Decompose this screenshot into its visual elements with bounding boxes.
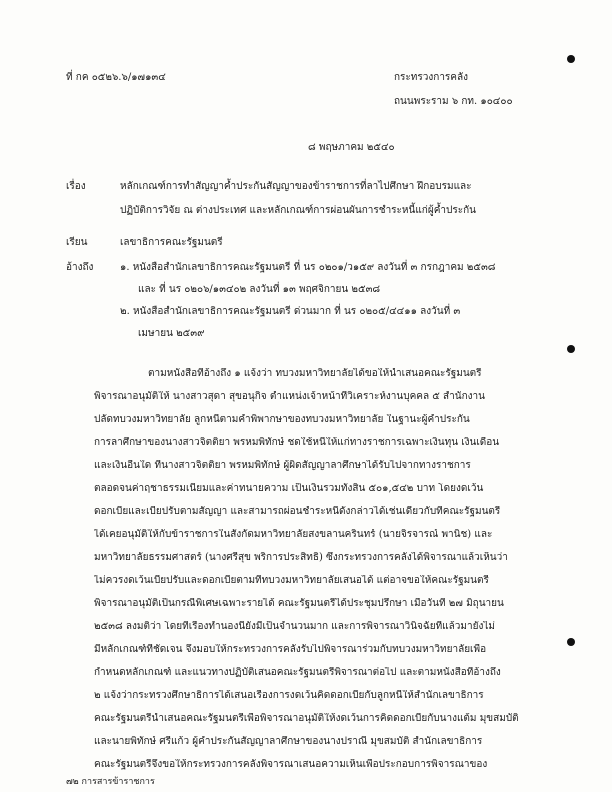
body-line: และนายพิทักษ์ ศรีแก้ว ผู้ค้ำประกันสัญญาลาศึกษาของนางปราณี มุขสมบัติ สำนักเลขาธิการ — [94, 736, 483, 747]
recipient-value: เลขาธิการคณะรัฐมนตรี — [120, 237, 223, 248]
reference-item: ๒. หนังสือสำนักเลขาธิการคณะรัฐมนตรี ด่วนมาก ที่ นร ๐๒๐๕/๔๔๑๑ ลงวันที่ ๓ — [120, 306, 461, 317]
body-line: มหาวิทยาลัยธรรมศาสตร์ (นางศรีสุข พริการประสิทธิ์) ซึ่งกระทรวงการคลังได้พิจารณาแล้วเห็นว่า — [94, 552, 508, 563]
reference-item: ๑. หนังสือสำนักเลขาธิการคณะรัฐมนตรี ที่ นร ๐๒๐๑/ว๑๕๙ ลงวันที่ ๓ กรกฎาคม ๒๕๓๘ — [120, 262, 496, 273]
body-line: ได้เคยอนุมัติให้กับข้าราชการในสังกัดมหาวิทยาลัยสงขลานครินทร์ (นายจิรจารณ์ พานิช) และ — [94, 529, 493, 540]
ministry-name: กระทรวงการคลัง — [394, 72, 468, 83]
body-line: มีหลักเกณฑ์ที่ชัดเจน จึงมอบให้กระทรวงการคลังรับไปพิจารณาร่วมกับทบวงมหาวิทยาลัยเพื่อ — [94, 644, 487, 655]
page-footer: ๗๒ การสารข้าราชการ — [66, 777, 155, 787]
body-line: ตลอดจนค่าฤชาธรรมเนียมและค่าทนายความ เป็นเงินรวมทั้งสิ้น ๕๐๑,๕๔๒ บาท โดยงดเว้น — [94, 483, 484, 494]
body-line: ตามหนังสือที่อ้างถึง ๑ แจ้งว่า ทบวงมหาวิทยาลัยได้ขอให้นำเสนอคณะรัฐมนตรี — [148, 368, 482, 379]
body-line: และเงินอื่นใด ที่นางสาวจิตติยา พรหมพิทักษ์ ผู้ผิดสัญญาลาศึกษาได้รับไปจากทางราชการ — [94, 460, 471, 471]
ministry-address: ถนนพระราม ๖ กท. ๑๐๔๐๐ — [394, 96, 513, 107]
body-line: ไม่ควรงดเว้นเบี้ยปรับและดอกเบี้ยตามที่ทบวงมหาวิทยาลัยเสนอได้ แต่อาจขอให้คณะรัฐมนตรี — [94, 575, 489, 586]
body-line: การลาศึกษาของนางสาวจิตติยา พรหมพิทักษ์ ชดใช้หนี้ให้แก่ทางราชการเฉพาะเงินทุน เงินเดือน — [94, 437, 500, 448]
recipient-label: เรียน — [66, 237, 88, 248]
body-line: พิจารณาอนุมัติให้ นางสาวสุดา สุขอนุกิจ ตำแหน่งเจ้าหน้าที่วิเคราะห์งานบุคคล ๕ สำนักงาน — [94, 391, 485, 402]
body-line: ๒๕๓๘ ลงมติว่า โดยที่เรื่องทำนองนี้ยังมีเป็นจำนวนมาก และการพิจารณาวินิจฉัยที่แล้วมายังไม่ — [94, 621, 495, 632]
subject-line: ปฏิบัติการวิจัย ณ ต่างประเทศ และหลักเกณฑ์การผ่อนผันการชำระหนี้แก่ผู้ค้ำประกัน — [120, 205, 476, 216]
body-line: กำหนดหลักเกณฑ์ และแนวทางปฏิบัติเสนอคณะรัฐมนตรีพิจารณาต่อไป และตามหนังสือที่อ้างถึง — [94, 667, 501, 678]
body-line: ดอกเบี้ยและเบี้ยปรับตามสัญญา และสามารถผ่อนชำระหนี้ดังกล่าวได้เช่นเดียวกับที่คณะรัฐมนตรี — [94, 506, 501, 517]
body-line: คณะรัฐมนตรีนำเสนอคณะรัฐมนตรีเพื่อพิจารณาอนุมัติให้งดเว้นการคิดดอกเบี้ยกับนางแต้ม มุขสมบัติ — [94, 713, 519, 724]
subject-line: หลักเกณฑ์การทำสัญญาค้ำประกันสัญญาของข้าราชการที่ลาไปศึกษา ฝึกอบรมและ — [120, 181, 472, 192]
body-line: ๒ แจ้งว่ากระทรวงศึกษาธิการได้เสนอเรื่องการงดเว้นคิดดอกเบี้ยกับลูกหนี้ให้สำนักเลขาธิการ — [94, 690, 484, 701]
letter-date: ๘ พฤษภาคม ๒๕๔๐ — [308, 142, 395, 153]
reference-item: และ ที่ นร ๐๒๐๖/๑๓๔๐๒ ลงวันที่ ๑๓ พฤศจิกายน ๒๕๓๘ — [138, 284, 381, 295]
punch-hole-icon — [567, 345, 575, 353]
reference-number: ที่ กค ๐๕๒๖.๖/๑๗๑๓๔ — [66, 72, 166, 83]
subject-label: เรื่อง — [66, 181, 86, 192]
body-line: คณะรัฐมนตรีจึงขอให้กระทรวงการคลังพิจารณาเสนอความเห็นเพื่อประกอบการพิจารณาของ — [94, 759, 488, 770]
references-label: อ้างถึง — [66, 262, 94, 273]
punch-hole-icon — [567, 55, 575, 63]
body-line: ปลัดทบวงมหาวิทยาลัย ลูกหนี้ตามคำพิพากษาของทบวงมหาวิทยาลัย ในฐานะผู้ค้ำประกัน — [94, 414, 470, 425]
body-line: พิจารณาอนุมัติเป็นกรณีพิเศษเฉพาะรายได้ คณะรัฐมนตรีได้ประชุมปรึกษา เมื่อวันที่ ๒๗ มิถุนายน — [94, 598, 504, 609]
reference-item: เมษายน ๒๕๓๙ — [138, 328, 205, 339]
